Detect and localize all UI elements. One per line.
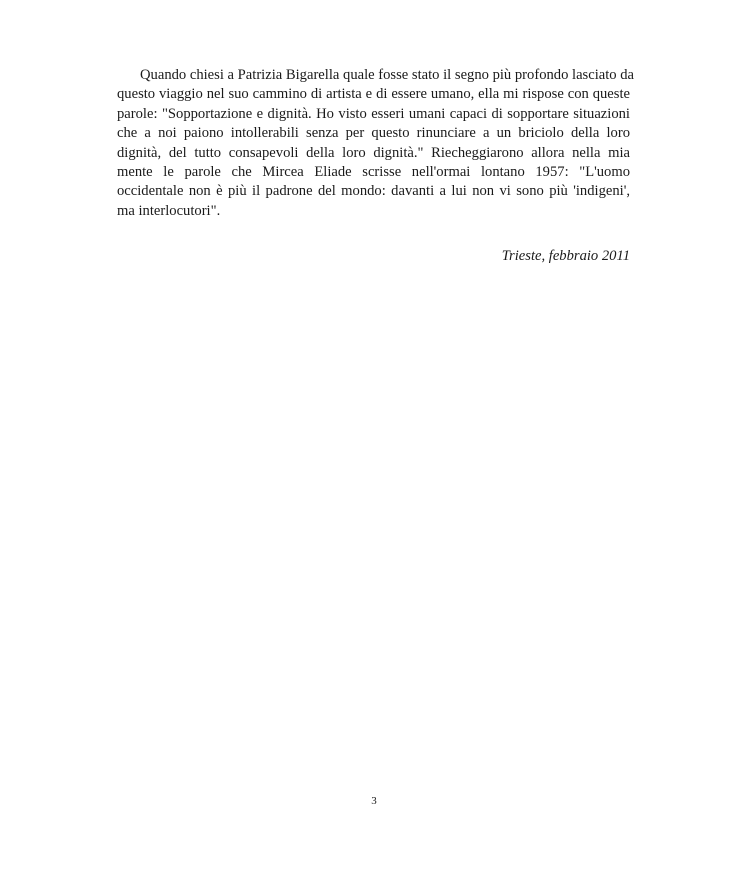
paragraph-line: mente le parole che Mircea Eliade scrisse nell'ormai lontano 1957: "L'uomo (117, 164, 630, 181)
paragraph-line: che a noi paiono intollerabili senza per questo rinunciare a un briciolo della loro (117, 125, 630, 142)
place-date-signature: Trieste, febbraio 2011 (501, 248, 630, 264)
body-paragraph (117, 66, 635, 221)
paragraph-line: dignità, del tutto consapevoli della loro dignità." Riecheggiarono allora nella mia (117, 144, 630, 161)
paragraph-line: parole: "Sopportazione e dignità. Ho visto esseri umani capaci di sopportare situazioni (117, 105, 630, 122)
page-number: 3 (371, 795, 377, 807)
paragraph-line: questo viaggio nel suo cammino di artista e di essere umano, ella mi rispose con queste (117, 86, 630, 103)
paragraph-line: ma interlocutori". (117, 202, 221, 219)
paragraph-line: occidentale non è più il padrone del mondo: davanti a lui non vi sono più 'indigeni', (117, 183, 630, 200)
paragraph-line: Quando chiesi a Patrizia Bigarella quale fosse stato il segno più profondo lasciato da (140, 67, 635, 83)
